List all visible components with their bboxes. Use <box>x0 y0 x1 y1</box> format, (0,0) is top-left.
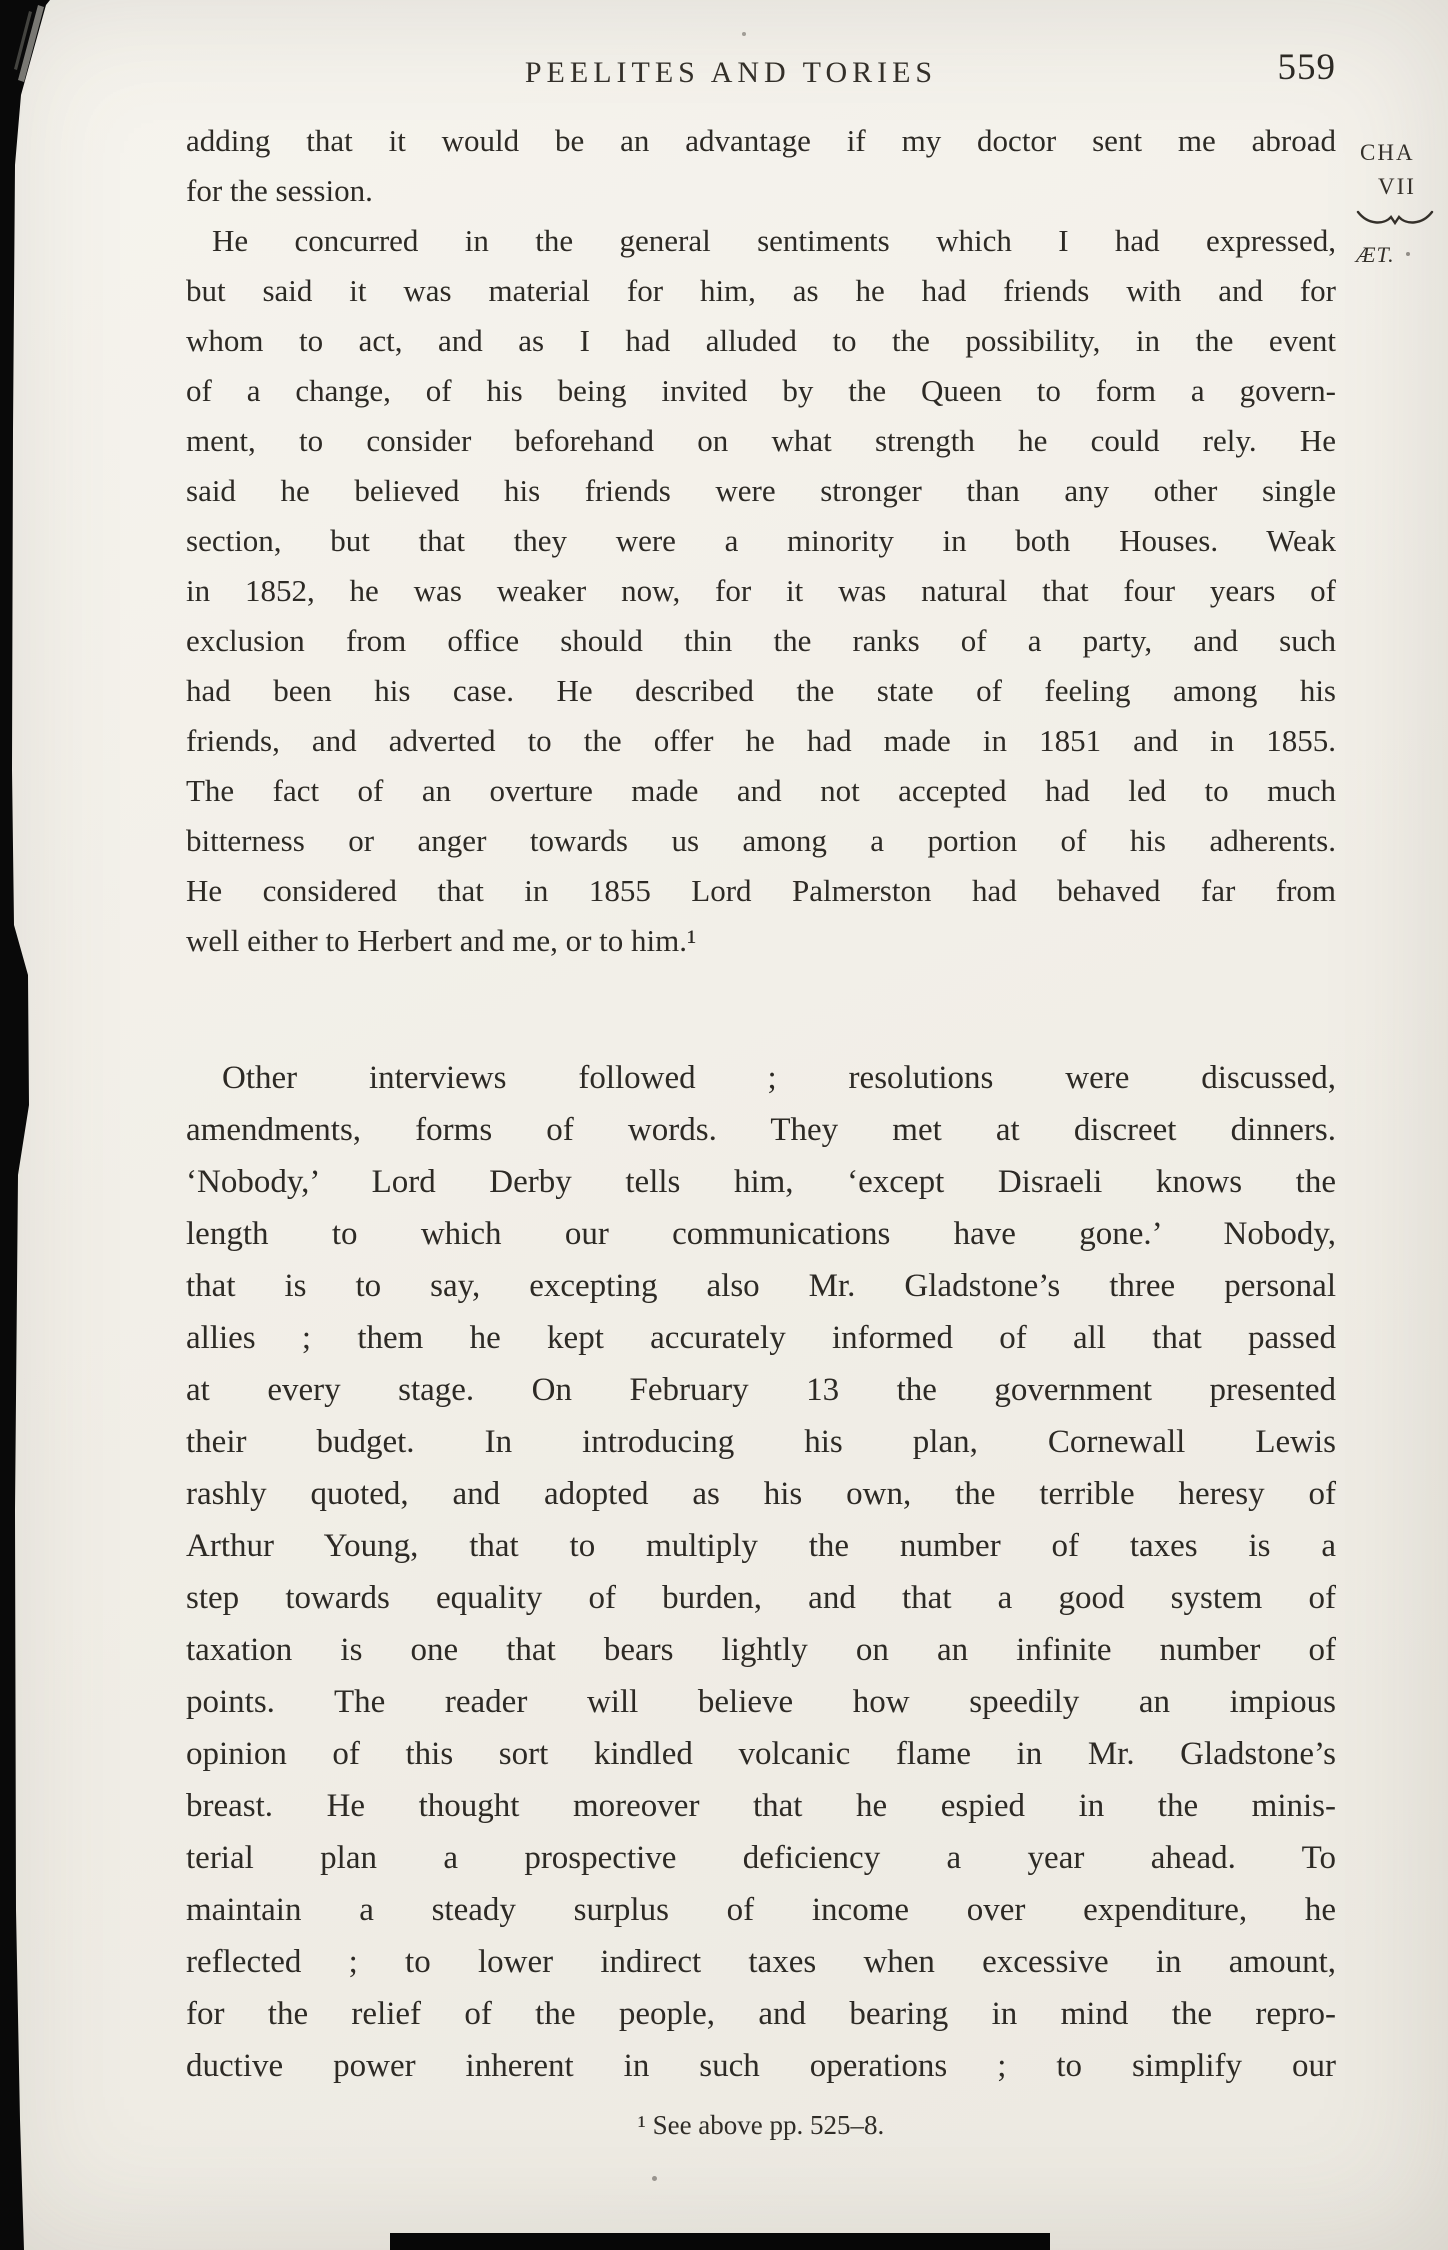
margin-chapter-number: VII <box>1378 174 1416 199</box>
text-line: He concurred in the general sentiments which I had expressed, <box>212 223 1336 258</box>
scan-speck <box>1406 252 1410 256</box>
text-line: allies ; them he kept accurately informed of all that passed <box>186 1320 1336 1356</box>
text-line: Arthur Young, that to multiply the number of taxes is a <box>186 1528 1336 1564</box>
text-line: that is to say, excepting also Mr. Gladstone’s three personal <box>186 1268 1336 1304</box>
text-line: for the session. <box>186 173 373 208</box>
text-line: said he believed his friends were stronger than any other single <box>186 473 1336 508</box>
margin-aetat-label: ÆT. <box>1356 242 1395 267</box>
text-line: opinion of this sort kindled volcanic flame in Mr. Gladstone’s <box>186 1736 1336 1772</box>
text-line: step towards equality of burden, and that a good system of <box>186 1580 1336 1616</box>
page-header <box>186 47 1336 98</box>
text-line: well either to Herbert and me, or to him.¹ <box>186 923 697 958</box>
text-line: length to which our communications have gone.’ Nobody, <box>186 1216 1336 1252</box>
text-line: bitterness or anger towards us among a portion of his adherents. <box>186 823 1336 858</box>
text-line: ment, to consider beforehand on what strength he could rely. He <box>186 423 1336 458</box>
text-line: taxation is one that bears lightly on an infinite number of <box>186 1632 1336 1668</box>
text-block <box>186 116 1336 2092</box>
text-line: ‘Nobody,’ Lord Derby tells him, ‘except Disraeli knows the <box>186 1164 1336 1200</box>
text-line: whom to act, and as I had alluded to the possibility, in the event <box>186 323 1336 358</box>
text-line: in 1852, he was weaker now, for it was natural that four years of <box>186 573 1336 608</box>
quote-block <box>186 116 1336 966</box>
text-line: He considered that in 1855 Lord Palmerston had behaved far from <box>186 873 1336 908</box>
text-line: breast. He thought moreover that he espied in the minis- <box>186 1788 1336 1824</box>
text-line: friends, and adverted to the offer he had made in 1851 and in 1855. <box>186 723 1336 758</box>
text-line: amendments, forms of words. They met at discreet dinners. <box>186 1112 1336 1148</box>
text-line: maintain a steady surplus of income over expenditure, he <box>186 1892 1336 1928</box>
text-line: rashly quoted, and adopted as his own, the terrible heresy of <box>186 1476 1336 1512</box>
text-line: had been his case. He described the state of feeling among his <box>186 673 1336 708</box>
footnote: ¹ See above pp. 525–8. <box>637 2110 885 2140</box>
text-line: section, but that they were a minority in both Houses. Weak <box>186 523 1336 558</box>
scan-artifact-left-icon <box>0 0 70 2250</box>
scan-speck <box>652 2176 657 2181</box>
scan-artifact-bottom <box>390 2233 1050 2250</box>
text-line: their budget. In introducing his plan, Cornewall Lewis <box>186 1424 1336 1460</box>
scan-speck <box>742 32 746 36</box>
text-line: but said it was material for him, as he had friends with and for <box>186 273 1336 308</box>
text-line: points. The reader will believe how speedily an impious <box>186 1684 1336 1720</box>
text-line: at every stage. On February 13 the government presented <box>186 1372 1336 1408</box>
paragraph-block <box>186 1052 1336 2092</box>
page-number: 559 <box>1277 47 1336 88</box>
text-line: ductive power inherent in such operations ; to simplify our <box>186 2048 1336 2084</box>
margin-brace-icon <box>1356 210 1434 230</box>
text-line: adding that it would be an advantage if my doctor sent me abroad <box>186 123 1336 158</box>
text-line: Other interviews followed ; resolutions were discussed, <box>222 1060 1336 1096</box>
text-line: terial plan a prospective deficiency a year ahead. To <box>186 1840 1336 1876</box>
text-line: for the relief of the people, and bearing in mind the repro- <box>186 1996 1336 2032</box>
text-line: exclusion from office should thin the ranks of a party, and such <box>186 623 1336 658</box>
margin-notes <box>1354 140 1448 272</box>
running-title: PEELITES AND TORIES <box>524 56 938 89</box>
margin-chapter-label: CHA <box>1360 140 1415 165</box>
text-line: of a change, of his being invited by the Queen to form a govern- <box>186 373 1336 408</box>
text-line: The fact of an overture made and not accepted had led to much <box>186 773 1336 808</box>
text-line: reflected ; to lower indirect taxes when excessive in amount, <box>186 1944 1336 1980</box>
